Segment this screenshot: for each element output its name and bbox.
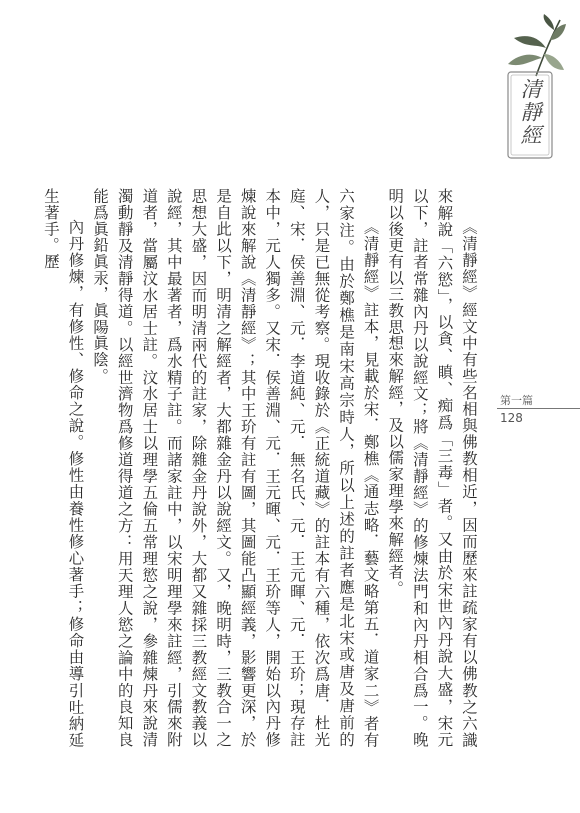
body-text [41, 188, 481, 748]
logo-title: 清靜經 [518, 78, 542, 147]
margin-divider [497, 408, 580, 409]
logo [498, 14, 570, 164]
chapter-label: 第一篇 [500, 394, 533, 407]
page-number: 128 [500, 411, 523, 425]
paragraph: 《清靜經》經文中有些名相與佛教相近，因而歷來註疏家有以佛教之六識來解說「六慾」，以貪、瞋、痴爲「三毒」者。又由於宋世內丹說大盛，宋元以下，註者常雜內丹以說經文；將《清靜經》的修煉法門和內丹相合爲一。晚明以後更有以三教思想來解經，及以儒家理學來解經者。 [386, 188, 478, 748]
paragraph: 《清靜經》註本，見載於宋．鄭樵《通志略．藝文略第五．道家二》者有六家注。由於鄭樵是南宋高宗時人，所以上述的註者應是北宋或唐及唐前的人，只是已無從考察。現收錄於《正統道藏》的註本有六種，依次爲唐．杜光庭、宋．侯善淵、元．李道純、元．無名氏、元．王元暉、元．王玠；現存註本中，元人獨多。又宋．侯善淵、元．王元暉、元．王玠等人，開始以內丹修煉說來解說《清靜經》；其中王玠有註有圖，其圖能凸顯經義，影響更深，於是自此以下，明清之解經者，大都雜金丹以說經文。又，晚明時，三教合一之思想大盛，因而明清兩代的註家，除雜金丹說外，大都又雜採三教經文教義以說經，其中最著者，爲水精子註。而諸家註中，以宋明理學來註經，引儒來附道者，當屬汶水居士註。汶水居士以理學五倫五常理慾之說，參雜煉丹來說清濁動靜及清靜得道。以經世濟物爲修道得道之方：用天理人慾之論中的良知良能爲眞鉛眞汞，眞陽眞陰。 [91, 188, 380, 748]
paragraph: 內丹修煉，有修性、修命之說。修性由養性修心著手；修命由導引吐納延生著手。歷 [41, 188, 85, 748]
